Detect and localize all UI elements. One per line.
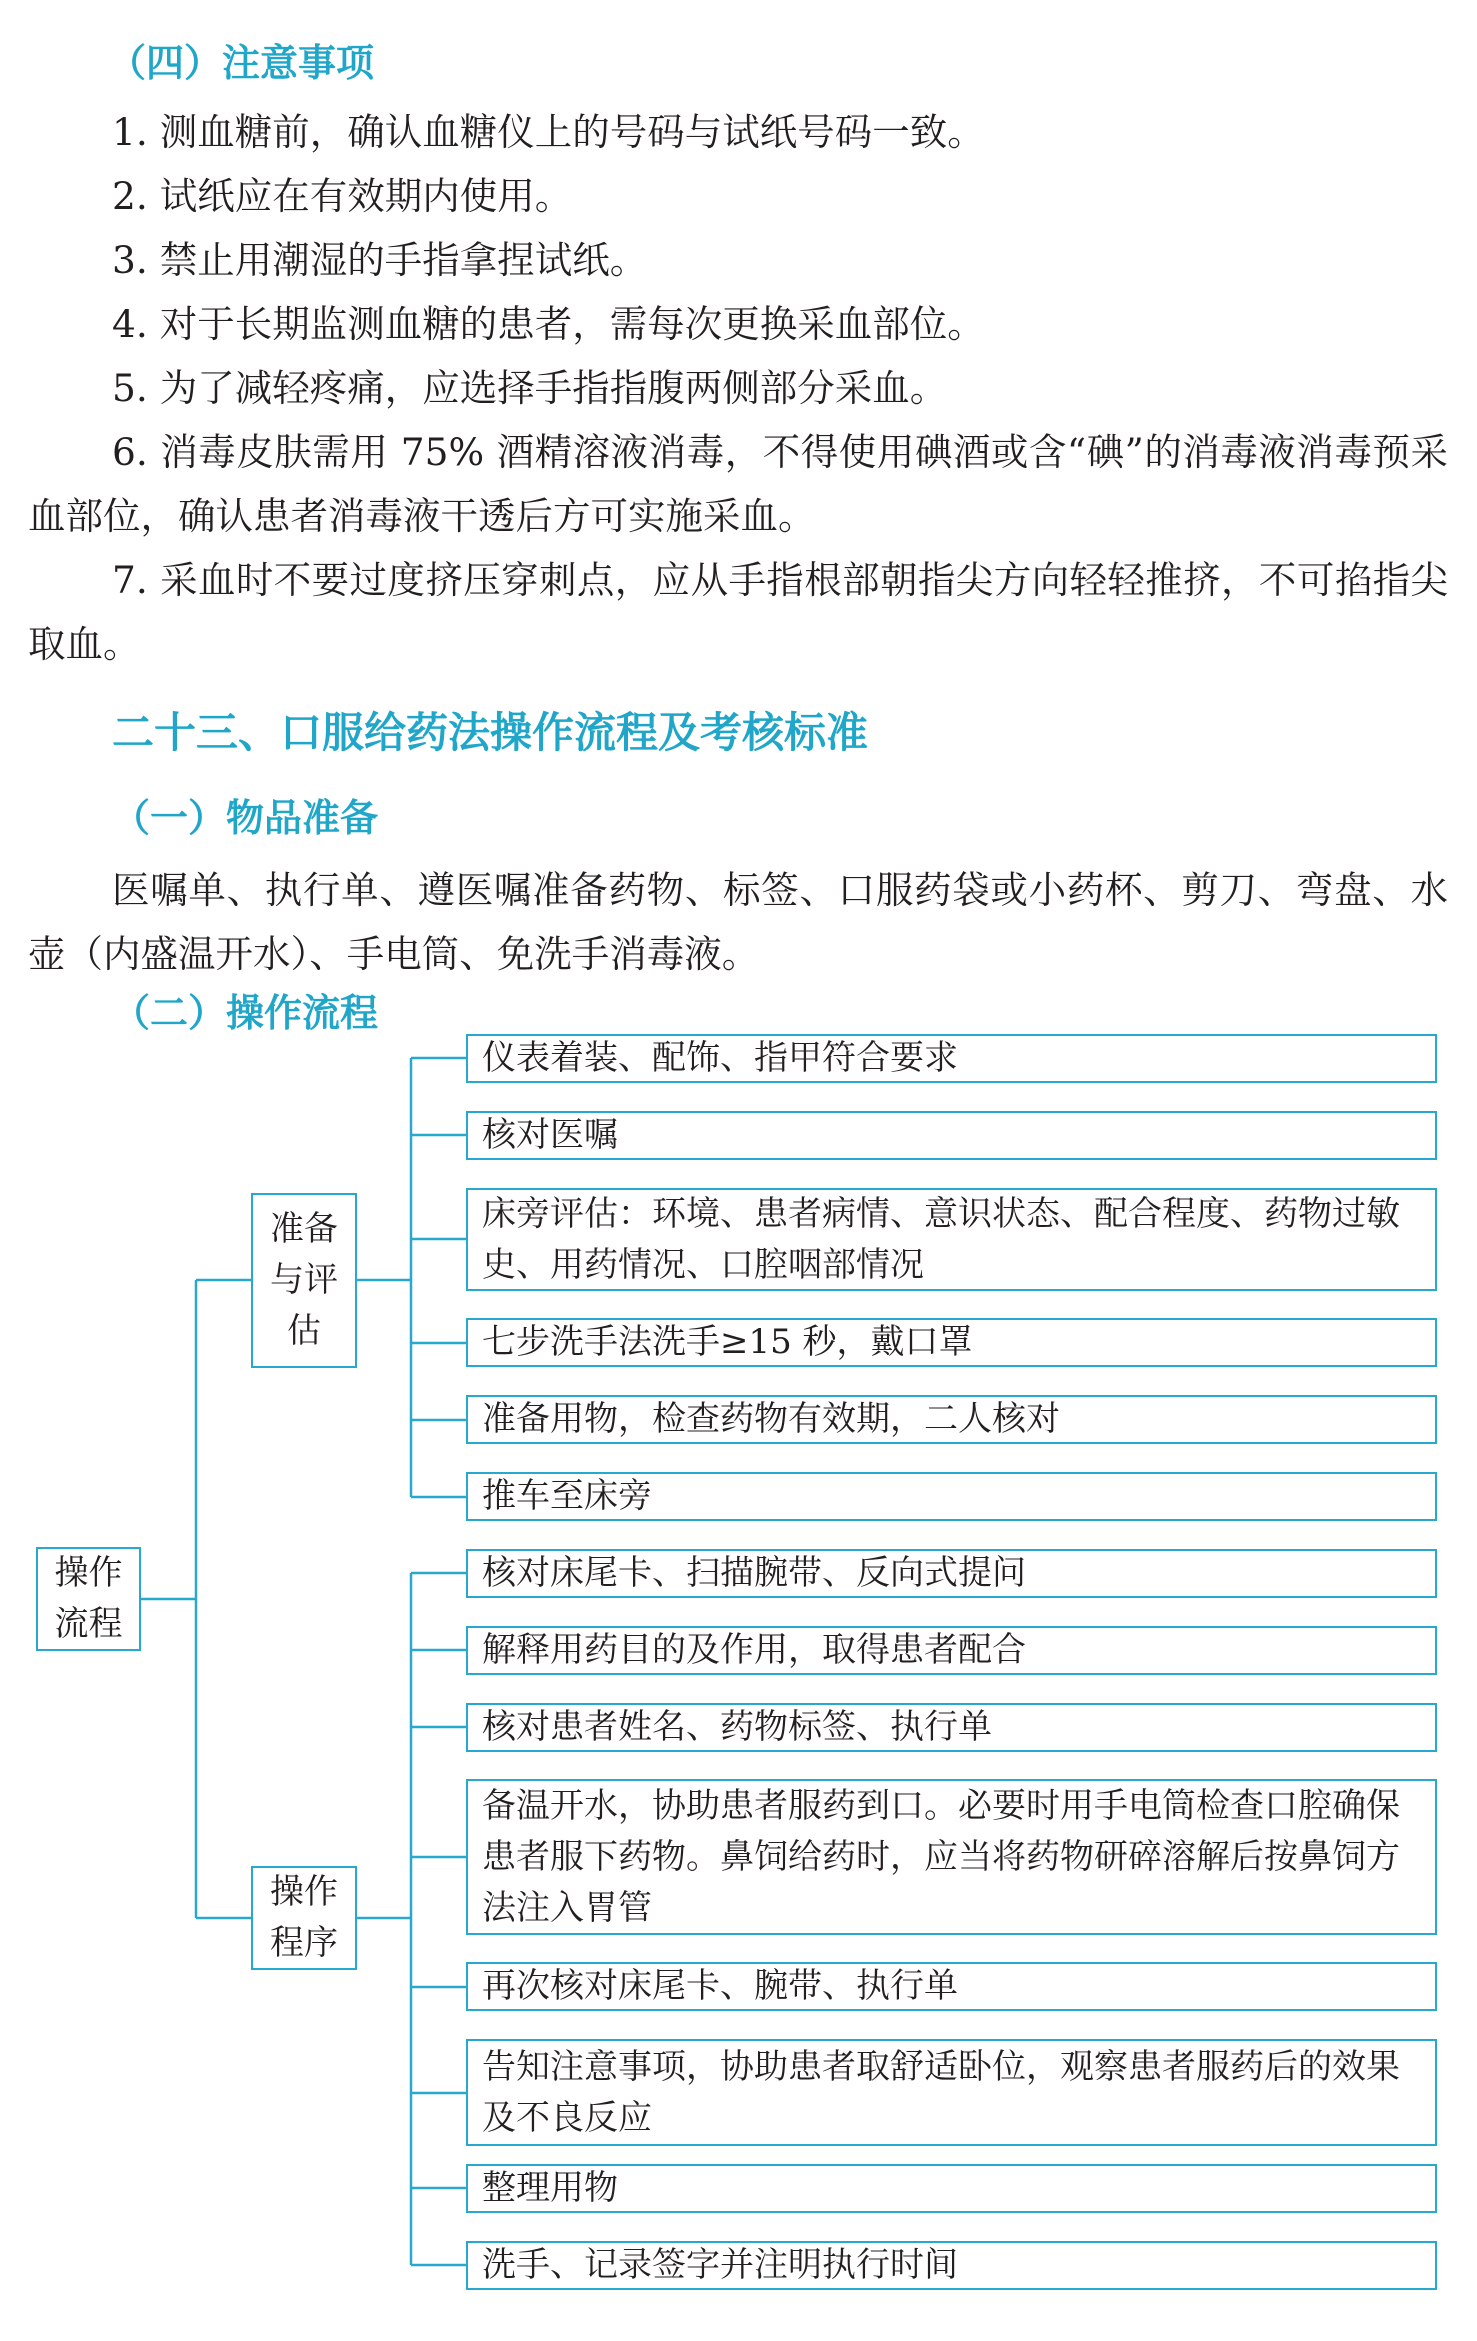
flow-step-box — [466, 1549, 1437, 1598]
section-heading-supplies: （一）物品准备 — [112, 796, 379, 840]
flow-step-text: 准备用物，检查药物有效期，二人核对 — [482, 1399, 1060, 1439]
flow-root-node — [36, 1547, 141, 1651]
flow-step-box — [466, 1703, 1437, 1752]
flow-step-box — [466, 1779, 1437, 1935]
flow-step-box — [466, 1395, 1437, 1444]
flow-step-text: 解释用药目的及作用，取得患者配合 — [482, 1630, 1026, 1670]
supplies-text: 医嘱单、执行单、遵医嘱准备药物、标签、口服药袋或小药杯、剪刀、弯盘、水壶（内盛温开水）、手电筒、免洗手消毒液。 — [28, 868, 1448, 976]
flow-step-text: 核对医嘱 — [482, 1115, 618, 1155]
flow-group-node-prepare — [251, 1193, 357, 1368]
flow-step-text: 核对患者姓名、药物标签、执行单 — [482, 1707, 992, 1747]
precaution-item: 5. 为了减轻疼痛，应选择手指指腹两侧部分采血。 — [112, 366, 948, 410]
flow-step-text: 洗手、记录签字并注明执行时间 — [482, 2245, 958, 2285]
flow-step-text: 七步洗手法洗手≥15 秒，戴口罩 — [482, 1322, 973, 1362]
flow-group-label: 准备与评估 — [270, 1209, 338, 1351]
flow-step-box — [466, 1318, 1437, 1367]
flow-step-box — [466, 2241, 1437, 2290]
section-heading-procedure: （二）操作流程 — [112, 991, 379, 1035]
flow-step-box — [466, 1034, 1437, 1083]
flow-step-box — [466, 1962, 1437, 2011]
flow-step-box — [466, 1626, 1437, 1675]
flow-step-text: 核对床尾卡、扫描腕带、反向式提问 — [482, 1553, 1026, 1593]
precaution-item: 4. 对于长期监测血糖的患者，需每次更换采血部位。 — [112, 302, 985, 346]
flow-step-text: 再次核对床尾卡、腕带、执行单 — [482, 1966, 958, 2006]
flow-step-text: 床旁评估：环境、患者病情、意识状态、配合程度、药物过敏史、用药情况、口腔咽部情况 — [482, 1193, 1400, 1285]
flow-step-text: 整理用物 — [482, 2168, 618, 2208]
flow-group-node-operate — [251, 1866, 357, 1970]
precaution-item: 7. 采血时不要过度挤压穿刺点，应从手指根部朝指尖方向轻轻推挤，不可掐指尖取血。 — [28, 558, 1448, 666]
precaution-item: 6. 消毒皮肤需用 75% 酒精溶液消毒，不得使用碘酒或含“碘”的消毒液消毒预采血部位，确认患者消毒液干透后方可实施采血。 — [28, 430, 1448, 538]
flow-step-box — [466, 1472, 1437, 1521]
flow-step-text: 告知注意事项，协助患者取舒适卧位，观察患者服药后的效果及不良反应 — [482, 2046, 1400, 2138]
flow-step-box — [466, 2164, 1437, 2213]
flow-step-box — [466, 1111, 1437, 1160]
flow-step-text: 备温开水，协助患者服药到口。必要时用手电筒检查口腔确保患者服下药物。鼻饲给药时，应当将药物研碎溶解后按鼻饲方法注入胃管 — [482, 1785, 1400, 1928]
flow-step-text: 仪表着装、配饰、指甲符合要求 — [482, 1038, 958, 1078]
precaution-item: 1. 测血糖前，确认血糖仪上的号码与试纸号码一致。 — [112, 110, 985, 154]
chapter-title: 二十三、口服给药法操作流程及考核标准 — [112, 708, 869, 757]
flow-group-label: 操作程序 — [270, 1872, 338, 1963]
precaution-item: 2. 试纸应在有效期内使用。 — [112, 174, 573, 218]
flow-step-text: 推车至床旁 — [482, 1476, 652, 1516]
section-heading-precautions: （四）注意事项 — [108, 41, 375, 85]
flow-root-label: 操作流程 — [54, 1553, 123, 1644]
precaution-item: 3. 禁止用潮湿的手指拿捏试纸。 — [112, 238, 648, 282]
flow-step-box — [466, 2039, 1437, 2146]
flow-step-box — [466, 1188, 1437, 1291]
